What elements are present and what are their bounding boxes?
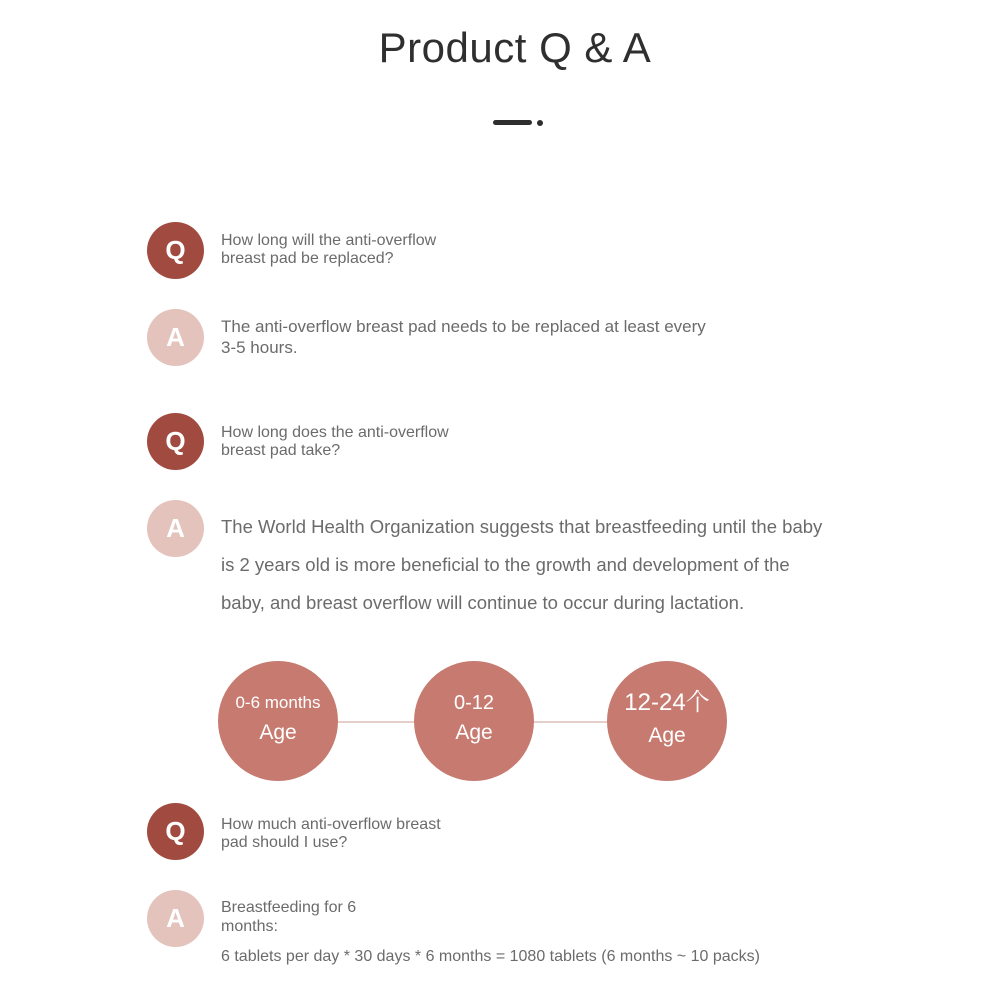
question-line: breast pad be replaced? xyxy=(221,250,394,267)
answer-text xyxy=(221,898,356,936)
question-badge: Q xyxy=(147,222,204,279)
title-divider-bar xyxy=(493,120,532,125)
question-badge: Q xyxy=(147,413,204,470)
question-line: How long does the anti-overflow xyxy=(221,424,449,441)
answer-line: 3-5 hours. xyxy=(221,338,298,357)
page-title: Product Q & A xyxy=(378,24,652,71)
answer-line: months: xyxy=(221,918,278,935)
answer-line: Breastfeeding for 6 xyxy=(221,899,357,916)
age-range: 0-12 xyxy=(453,692,495,714)
question-line: How much anti-overflow breast xyxy=(221,816,441,833)
answer-badge: A xyxy=(147,500,204,557)
answer-text xyxy=(221,316,706,358)
answer-text xyxy=(221,508,871,622)
answer-badge: A xyxy=(147,309,204,366)
question-line: pad should I use? xyxy=(221,834,348,851)
question-text xyxy=(221,232,436,268)
question-text xyxy=(221,816,441,852)
question-line: How long will the anti-overflow xyxy=(221,232,437,249)
title-divider-dot xyxy=(537,120,543,126)
question-line: breast pad take? xyxy=(221,442,341,459)
question-text xyxy=(221,424,449,460)
answer-line: The World Health Organization suggests that breastfeeding until the baby xyxy=(221,516,823,537)
calculation-text: 6 tablets per day * 30 days * 6 months = 1080 tablets (6 months ~ 10 packs) xyxy=(221,948,760,965)
answer-badge: A xyxy=(147,890,204,947)
age-label: Age xyxy=(455,721,493,744)
age-label: Age xyxy=(259,721,297,744)
age-circle xyxy=(414,661,534,781)
age-range: 12-24个 xyxy=(624,689,710,716)
answer-line: is 2 years old is more beneficial to the growth and development of the xyxy=(221,554,790,575)
answer-line: The anti-overflow breast pad needs to be replaced at least every xyxy=(221,317,706,336)
age-range: 0-6 months xyxy=(235,693,321,712)
answer-line: baby, and breast overflow will continue to occur during lactation. xyxy=(221,592,745,613)
question-badge: Q xyxy=(147,803,204,860)
age-circle xyxy=(607,661,727,781)
age-label: Age xyxy=(648,724,686,747)
age-circle xyxy=(218,661,338,781)
